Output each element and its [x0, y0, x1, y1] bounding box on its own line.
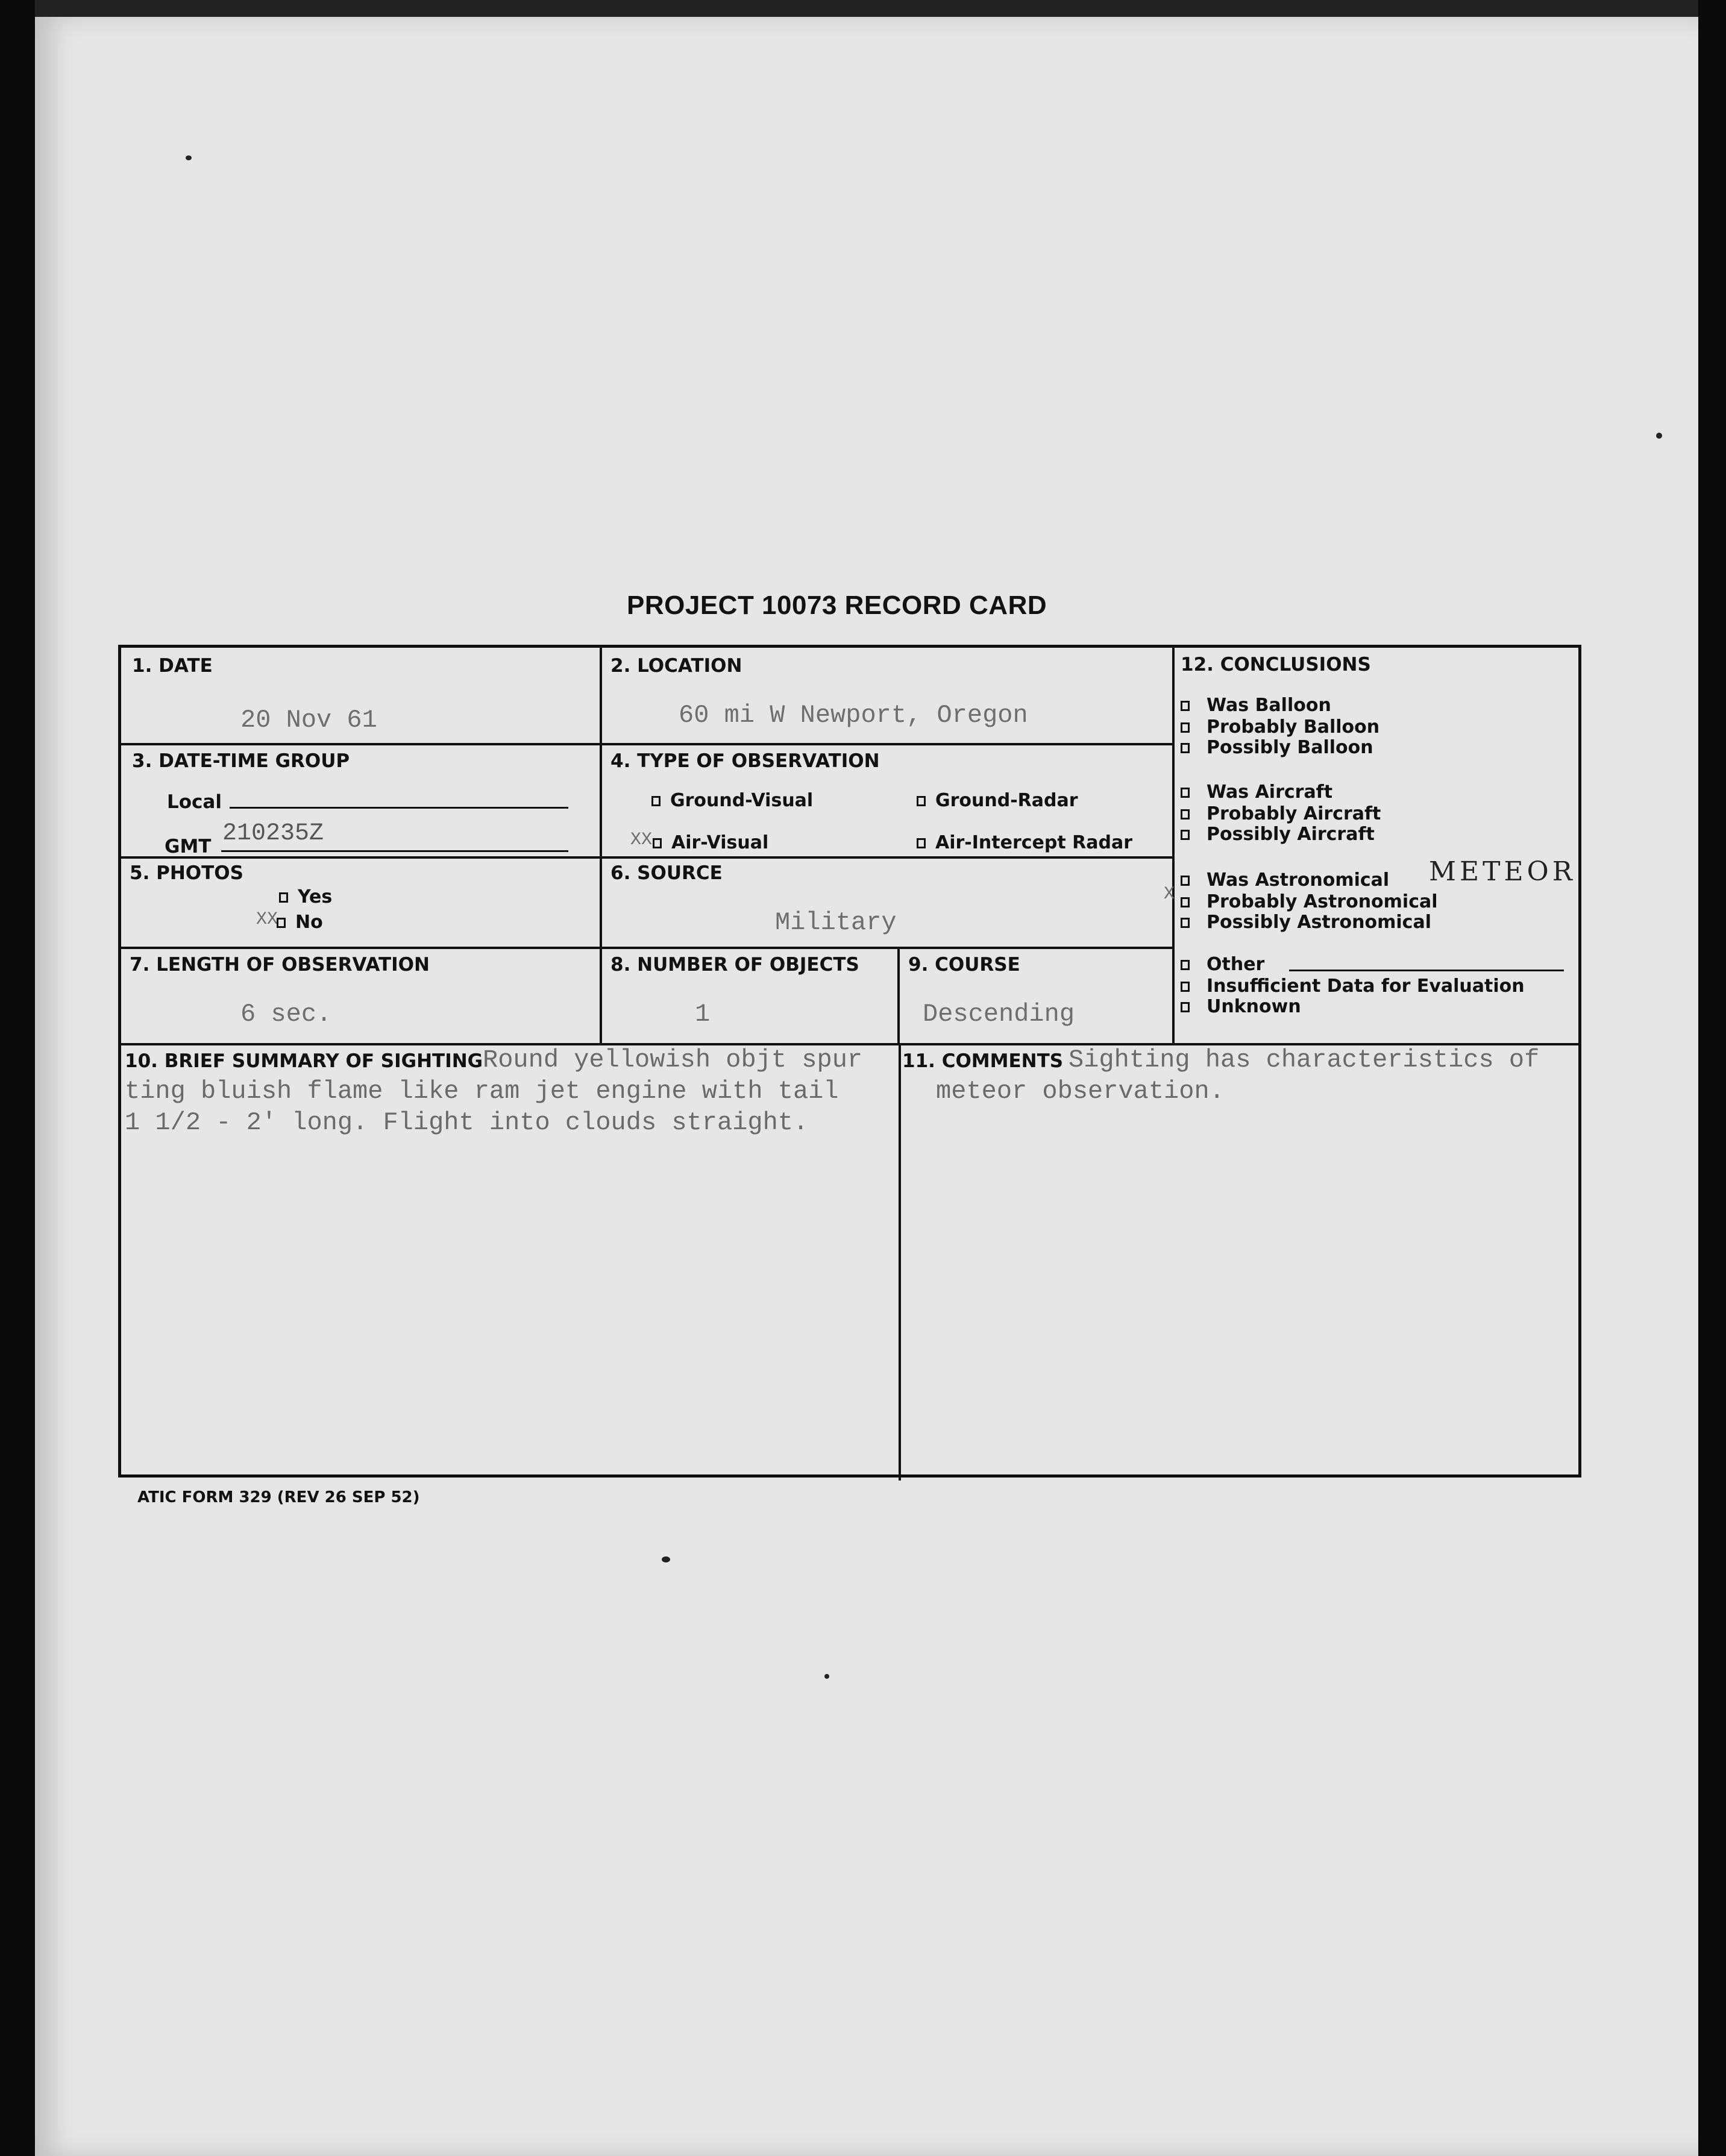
- source-label: 6. SOURCE: [610, 862, 723, 884]
- local-underline: [230, 807, 568, 809]
- summary-label: 10. BRIEF SUMMARY OF SIGHTING: [125, 1050, 483, 1072]
- obs-ground-radar: Ground-Radar: [917, 790, 1078, 811]
- summary-line-3: 1 1/2 - 2' long. Flight into clouds straight.: [125, 1108, 809, 1137]
- handwritten-meteor: METEOR: [1429, 856, 1576, 887]
- conclusions-label: 12. CONCLUSIONS: [1181, 654, 1371, 675]
- checkbox-icon: [917, 796, 926, 806]
- dust-speck: [824, 1674, 829, 1679]
- checkbox-icon: [1181, 788, 1190, 798]
- source-value: Military: [775, 908, 897, 937]
- checkbox-icon: [1181, 897, 1190, 907]
- divider-row3: [121, 947, 1173, 949]
- photos-no-mark: XX: [256, 909, 278, 930]
- conclusion-item: Possibly Balloon: [1181, 737, 1373, 759]
- record-card: [118, 645, 1581, 1478]
- photos-yes: Yes: [279, 886, 332, 907]
- checkbox-icon: [917, 838, 926, 848]
- conclusion-item: Probably Astronomical: [1181, 891, 1438, 913]
- card-title: PROJECT 10073 RECORD CARD: [627, 591, 1047, 620]
- objects-label: 8. NUMBER OF OBJECTS: [610, 954, 859, 976]
- conclusion-item: Other: [1181, 954, 1264, 976]
- summary-line-1: Round yellowish objt spur: [483, 1045, 863, 1074]
- conclusion-item: Unknown: [1181, 996, 1301, 1018]
- local-label: Local: [167, 791, 222, 813]
- checkbox-icon: [277, 918, 286, 928]
- divider-row1: [121, 743, 1173, 745]
- course-label: 9. COURSE: [908, 954, 1020, 976]
- scan-border-left: [0, 0, 35, 2156]
- photos-no: No: [277, 912, 323, 933]
- obs-air-visual: Air-Visual: [653, 832, 768, 853]
- checkbox-icon: [1181, 701, 1190, 711]
- obs-air-intercept-radar: Air-Intercept Radar: [917, 832, 1132, 853]
- dust-speck: [1656, 433, 1662, 439]
- dtg-label: 3. DATE-TIME GROUP: [132, 750, 350, 772]
- comments-line-1: Sighting has characteristics of: [1069, 1045, 1540, 1074]
- course-value: Descending: [923, 1000, 1075, 1029]
- conclusion-item: Was Balloon: [1181, 695, 1331, 716]
- conclusion-item: Was Astronomical: [1181, 870, 1389, 891]
- conclusion-item: Was Aircraft: [1181, 782, 1332, 803]
- dust-speck: [662, 1556, 670, 1562]
- summary-line-2: ting bluish flame like ram jet engine with tail: [125, 1077, 839, 1106]
- probably-astronomical-mark: X: [1164, 884, 1175, 904]
- objects-value: 1: [695, 1000, 711, 1029]
- location-value: 60 mi W Newport, Oregon: [679, 701, 1028, 730]
- dust-speck: [186, 155, 192, 160]
- checkbox-icon: [653, 838, 662, 848]
- checkbox-icon: [1181, 1002, 1190, 1012]
- obs-air-visual-mark: XX: [630, 830, 653, 850]
- checkbox-icon: [1181, 918, 1190, 928]
- scan-border-right: [1698, 0, 1726, 2156]
- other-underline: [1289, 970, 1564, 971]
- checkbox-icon: [1181, 809, 1190, 819]
- gmt-label: GMT: [165, 836, 212, 857]
- obs-ground-visual: Ground-Visual: [651, 790, 813, 811]
- checkbox-icon: [1181, 960, 1190, 970]
- checkbox-icon: [651, 796, 661, 806]
- checkbox-icon: [1181, 722, 1190, 733]
- gmt-underline: [221, 850, 568, 852]
- divider-col2: [1172, 648, 1175, 1045]
- date-value: 20 Nov 61: [240, 706, 377, 735]
- conclusion-item: Probably Balloon: [1181, 716, 1379, 738]
- photos-label: 5. PHOTOS: [130, 862, 243, 884]
- form-identifier: ATIC FORM 329 (REV 26 SEP 52): [137, 1488, 420, 1506]
- gmt-value: 210235Z: [222, 820, 324, 847]
- checkbox-icon: [1181, 982, 1190, 992]
- conclusion-item: Probably Aircraft: [1181, 803, 1381, 825]
- date-label: 1. DATE: [132, 655, 213, 677]
- length-label: 7. LENGTH OF OBSERVATION: [130, 954, 430, 976]
- comments-line-2: meteor observation.: [936, 1077, 1225, 1106]
- checkbox-icon: [1181, 743, 1190, 753]
- conclusion-item: Insufficient Data for Evaluation: [1181, 976, 1525, 997]
- comments-label: 11. COMMENTS: [902, 1050, 1064, 1072]
- scan-border-top: [0, 0, 1726, 17]
- conclusion-item: Possibly Aircraft: [1181, 824, 1375, 845]
- divider-row2: [121, 856, 1173, 859]
- divider-course: [897, 947, 900, 1045]
- checkbox-icon: [1181, 830, 1190, 840]
- checkbox-icon: [279, 892, 288, 903]
- divider-bottom: [899, 1043, 901, 1481]
- divider-col1: [600, 648, 602, 1045]
- conclusion-item: Possibly Astronomical: [1181, 912, 1431, 933]
- checkbox-icon: [1181, 876, 1190, 886]
- obs-type-label: 4. TYPE OF OBSERVATION: [610, 750, 880, 772]
- length-value: 6 sec.: [240, 1000, 332, 1029]
- location-label: 2. LOCATION: [610, 655, 742, 677]
